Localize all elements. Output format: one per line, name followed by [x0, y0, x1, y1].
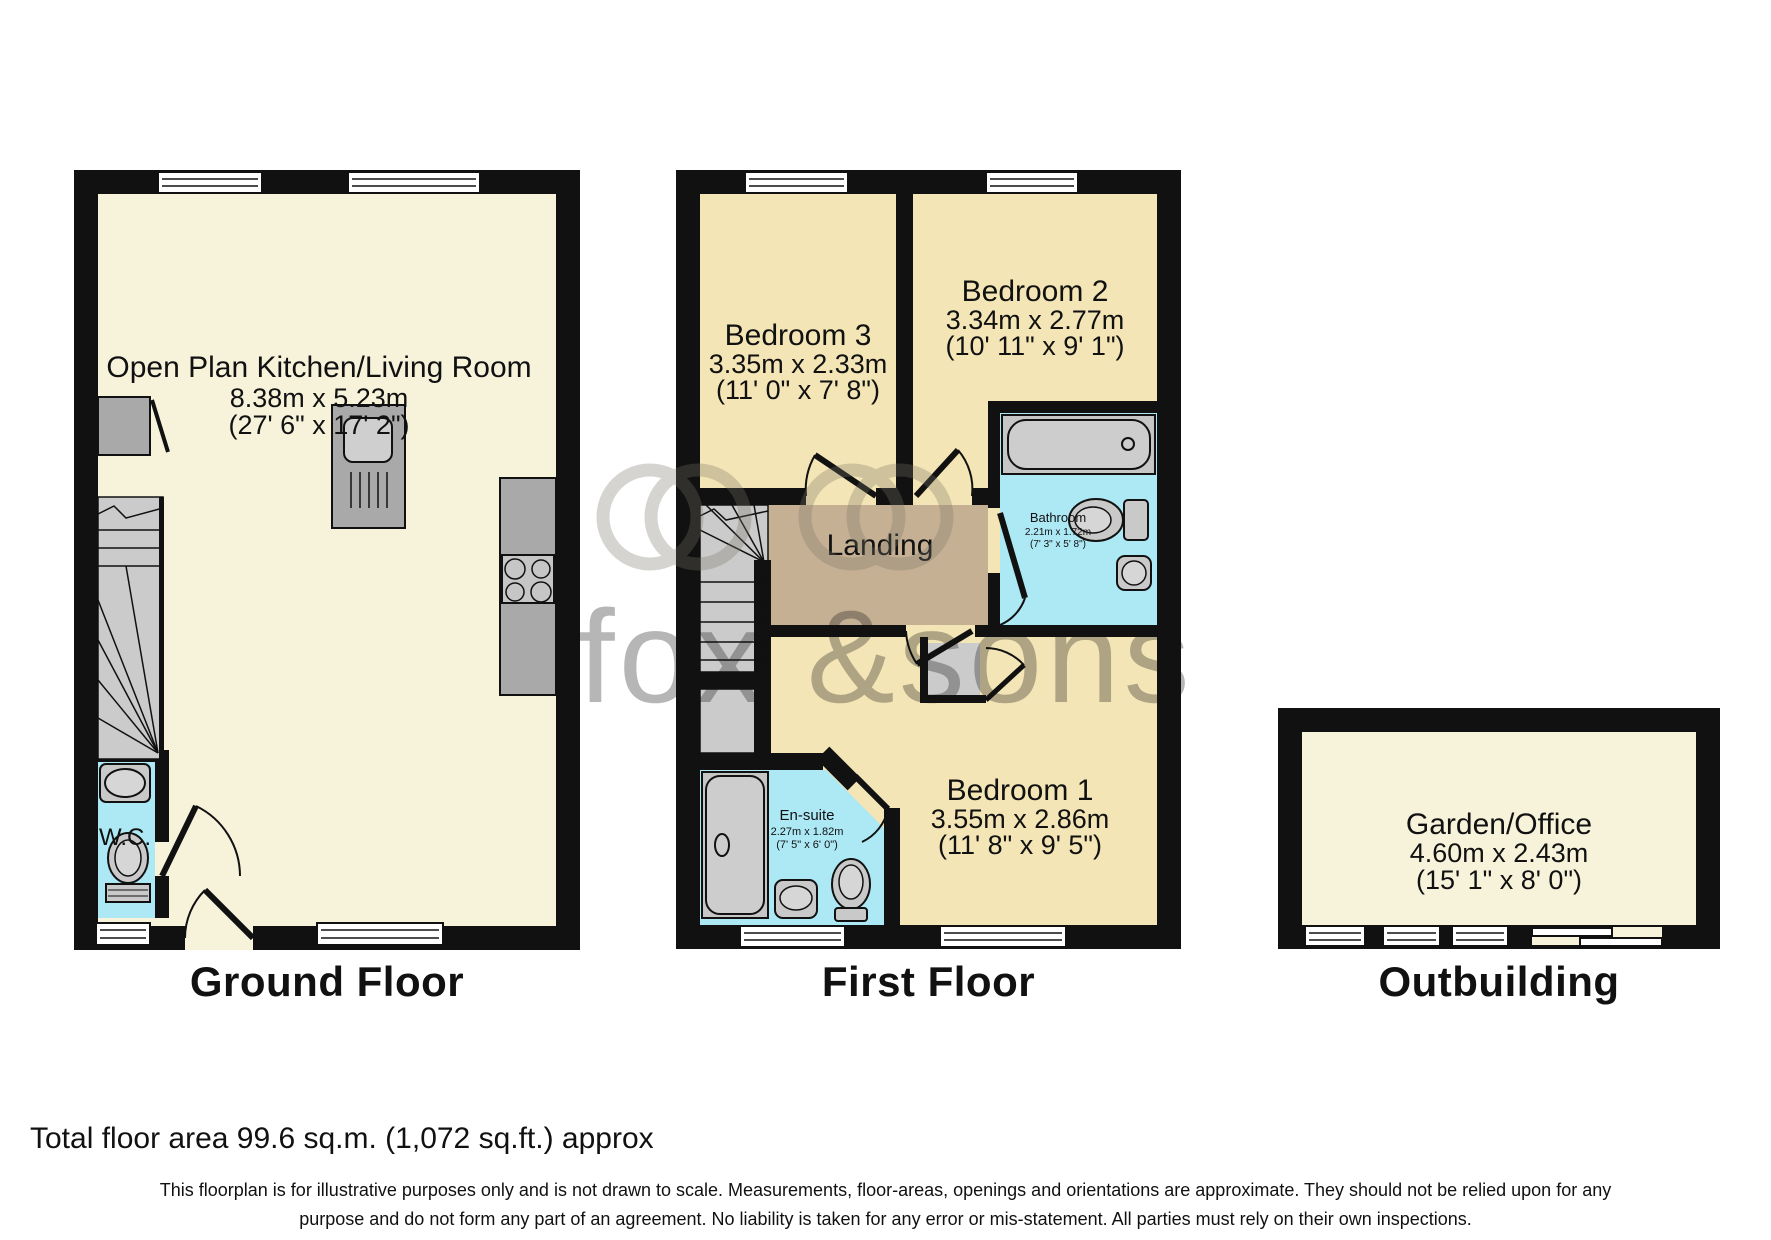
room-dim-imperial: (27' 6" x 17' 2") — [228, 410, 410, 440]
room-dim-metric: 8.38m x 5.23m — [229, 383, 409, 413]
first-floor-title: First Floor — [821, 958, 1036, 1005]
window-icon — [745, 172, 848, 193]
room-label: En-suite — [779, 807, 835, 824]
wc-label: W.C. — [99, 824, 151, 851]
room-label: Bedroom 3 — [724, 319, 872, 352]
wall — [920, 695, 986, 703]
room-dim-metric: 3.35m x 2.33m — [708, 349, 888, 379]
sink-icon — [1117, 556, 1151, 590]
wall — [988, 401, 1000, 508]
sink-icon — [775, 880, 817, 918]
room-dim-imperial: (11' 8" x 9' 5") — [937, 830, 1103, 860]
outbuilding-title: Outbuilding — [1378, 958, 1620, 1005]
disclaimer — [0, 1176, 1771, 1234]
ground-floor-title: Ground Floor — [189, 958, 465, 1005]
room-label: Open Plan Kitchen/Living Room — [106, 351, 532, 384]
wall — [876, 488, 913, 505]
total-floor-area: Total floor area 99.6 sq.m. (1,072 sq.ft.) approx — [30, 1122, 654, 1155]
room-dim-metric: 4.60m x 2.43m — [1409, 838, 1589, 868]
wall — [1000, 401, 1157, 413]
sliding-door-icon — [1532, 927, 1662, 946]
room-label: Landing — [826, 529, 934, 562]
outbuilding-plan — [1278, 708, 1720, 949]
room-label: Bedroom 2 — [961, 275, 1109, 308]
wall — [920, 637, 928, 701]
shower-bath-icon — [702, 772, 768, 918]
window-icon — [348, 172, 480, 193]
window-icon — [986, 172, 1078, 193]
sink-icon — [100, 764, 150, 802]
room-dim-imperial: (7' 5" x 6' 0") — [776, 839, 838, 851]
stairs — [98, 497, 164, 759]
wall — [700, 753, 823, 770]
window-icon — [96, 923, 150, 945]
room-dim-metric: 2.27m x 1.82m — [770, 826, 844, 838]
room-dim-imperial: (11' 0" x 7' 8") — [715, 375, 881, 405]
watermark-text: fox &sons — [578, 583, 1194, 730]
wall — [975, 625, 1157, 637]
wall — [972, 488, 988, 505]
disclaimer-line-2: purpose and do not form any part of an agreement. No liability is taken for any error or mis-statement. All parties must rely on their own inspections. — [299, 1209, 1472, 1229]
window-icon — [1452, 926, 1508, 946]
room-dim-metric: 3.55m x 2.86m — [930, 804, 1110, 834]
ground-floor-plan — [74, 170, 580, 950]
window-icon — [940, 926, 1066, 947]
window-icon — [158, 172, 262, 193]
wall — [896, 194, 913, 505]
wall — [700, 488, 806, 505]
room-label: Bathroom — [1029, 510, 1087, 525]
room-label: Bedroom 1 — [946, 774, 1094, 807]
wall — [754, 625, 906, 637]
room-dim-metric: 2.21m x 1.72m — [1024, 527, 1092, 538]
disclaimer-line-1: This floorplan is for illustrative purposes only and is not drawn to scale. Measurements, floor-areas, openings and orientations are approximate. They should not be relied upon for any — [159, 1180, 1612, 1200]
window-icon — [740, 926, 845, 947]
wc-wall — [155, 876, 169, 918]
room-dim-metric: 3.34m x 2.77m — [945, 305, 1125, 335]
room-dim-imperial: (15' 1" x 8' 0") — [1415, 865, 1583, 895]
hob-icon — [502, 555, 554, 603]
kitchen-counter — [500, 478, 556, 695]
toilet-icon — [832, 859, 870, 921]
landing-floor — [768, 505, 988, 625]
window-icon — [1383, 926, 1440, 946]
wall — [884, 808, 900, 925]
wc-wall — [155, 750, 169, 842]
wall — [700, 672, 771, 689]
room-dim-imperial: (7' 3" x 5' 8") — [1030, 539, 1086, 550]
room-label: Garden/Office — [1405, 808, 1593, 841]
window-icon — [1305, 926, 1365, 946]
room-dim-imperial: (10' 11" x 9' 1") — [945, 331, 1125, 361]
window-icon — [317, 923, 443, 945]
bathtub-icon — [1002, 415, 1155, 474]
first-floor-plan — [676, 170, 1181, 949]
